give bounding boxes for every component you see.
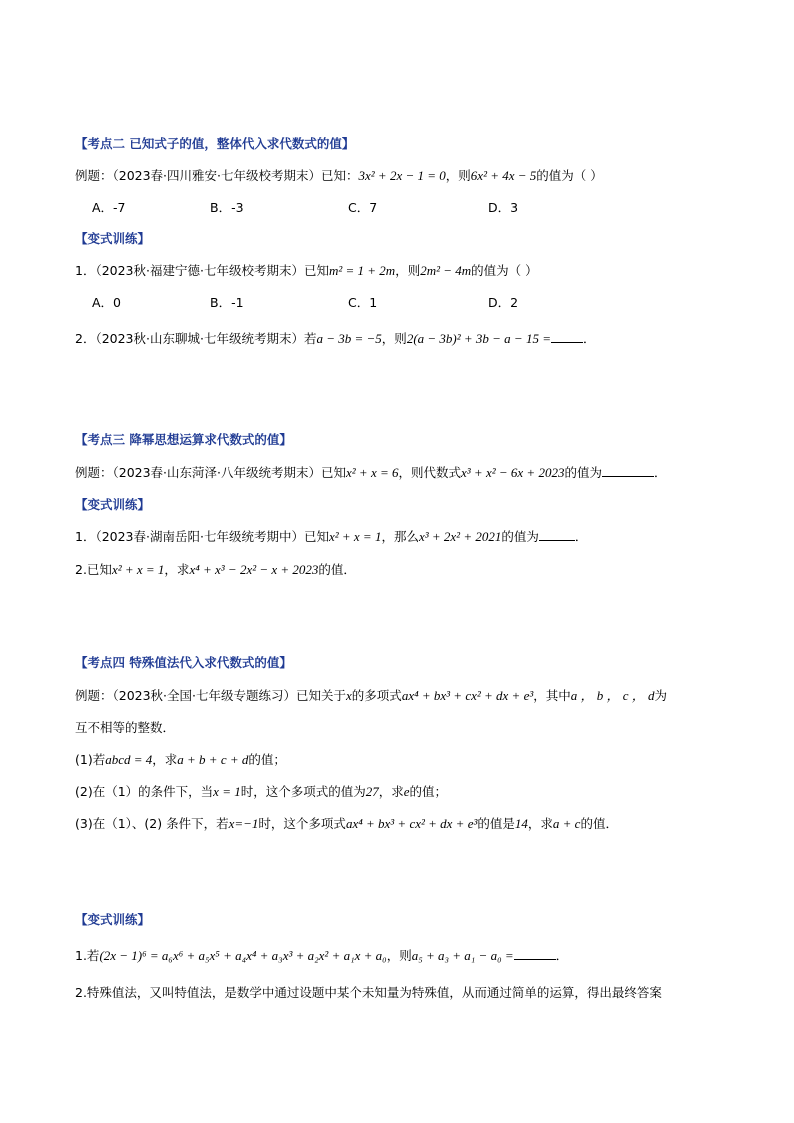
equation-condition: (2x − 1)⁶ = a₆x⁶ + a₅x⁵ + a₄x⁴ + a₃x³ + a₂x² + a₁x + a₀ xyxy=(99,948,387,963)
sub-question-3 xyxy=(75,815,618,833)
example-question-4 xyxy=(75,687,667,705)
answer-blank xyxy=(551,330,583,343)
practice-question-2-1 xyxy=(75,262,538,280)
question-suffix: 的值为（ ） xyxy=(471,263,538,278)
question-prefix: 2．（2023秋·山东聊城·七年级统考期末）若 xyxy=(75,331,317,346)
question-prefix: (1)若 xyxy=(75,752,106,767)
section-heading-3: 【考点三 降幂思想运算求代数式的值】 xyxy=(75,432,292,447)
practice-heading-2: 【变式训练】 xyxy=(75,231,151,246)
practice-question-3-1 xyxy=(75,528,587,546)
option-c: C．7 xyxy=(348,200,378,215)
practice-question-4-1 xyxy=(75,947,568,965)
example-suffix: 为 xyxy=(654,688,668,703)
practice-question-3-2 xyxy=(75,561,356,579)
section-heading-2: 【考点二 已知式子的值，整体代入求代数式的值】 xyxy=(75,136,355,151)
equation-target: e xyxy=(403,784,410,799)
question-suffix: 的值； xyxy=(248,752,286,767)
equation-target: a + c xyxy=(552,816,581,831)
question-suffix: ． xyxy=(582,331,596,346)
equation-target: a + b + c + d xyxy=(177,752,249,767)
equation-condition: x² + x = 1 xyxy=(111,562,165,577)
option-a: A．-7 xyxy=(92,200,126,215)
question-mid: ，则 xyxy=(381,331,407,346)
option-d: D．3 xyxy=(488,200,519,215)
example-mid2: ，其中 xyxy=(533,688,571,703)
question-prefix: 1．（2023秋·福建宁德·七年级校考期末）已知 xyxy=(75,263,329,278)
answer-blank xyxy=(514,947,556,960)
answer-blank xyxy=(539,528,575,541)
example-question-3 xyxy=(75,464,666,482)
question-suffix: 的值． xyxy=(580,816,618,831)
equation-condition: abcd = 4 xyxy=(105,752,153,767)
equation-condition: x = 1 xyxy=(213,784,241,799)
example-prefix: 例题：（2023春·山东菏泽·八年级统考期末）已知 xyxy=(75,465,347,480)
example-question-4-line2: 互不相等的整数． xyxy=(75,720,176,735)
question-mid: ，求 xyxy=(164,562,190,577)
option-b: B．-1 xyxy=(210,295,244,310)
example-mid: ，则 xyxy=(445,168,471,183)
example-question-2 xyxy=(75,167,603,185)
value: 14 xyxy=(514,816,528,831)
option-b: B．-3 xyxy=(210,200,244,215)
equation-target: 6x² + 4x − 5 xyxy=(470,168,537,183)
equation-target: 2m² − 4m xyxy=(420,263,472,278)
variables-list: a ， b ， c ， d xyxy=(570,688,655,703)
equation-target: x⁴ + x³ − 2x² − x + 2023 xyxy=(189,562,319,577)
question-mid2: 的值是 xyxy=(477,816,515,831)
question-suffix: 的值为 xyxy=(501,529,539,544)
question-prefix: 2.已知 xyxy=(75,562,112,577)
equation-condition: x² + x = 1 xyxy=(328,529,382,544)
question-mid: 时，这个多项式的值为 xyxy=(240,784,366,799)
question-prefix: 1．（2023春·湖南岳阳·七年级统考期中）已知 xyxy=(75,529,329,544)
equation-target: 2(a − 3b)² + 3b − a − 15 = xyxy=(406,331,551,346)
section-heading-4: 【考点四 特殊值法代入求代数式的值】 xyxy=(75,655,292,670)
practice-heading-3: 【变式训练】 xyxy=(75,497,151,512)
variable-x: x xyxy=(346,688,352,703)
example-mid: ，则代数式 xyxy=(398,465,462,480)
equation-target: a₅ + a₃ + a₁ − a₀ = xyxy=(411,948,514,963)
question-suffix: 的值． xyxy=(318,562,356,577)
question-mid2: ，求 xyxy=(378,784,404,799)
equation-condition: 3x² + 2x − 1 = 0 xyxy=(358,168,446,183)
practice-question-4-2: 2.特殊值法，又叫特值法，是数学中通过设题中某个未知量为特殊值，从而通过简单的运算，得出最终答案 xyxy=(75,985,662,1000)
example-suffix: 的值为 xyxy=(564,465,602,480)
equation-target: x³ + 2x² + 2021 xyxy=(418,529,502,544)
question-mid: 时，这个多项式 xyxy=(258,816,346,831)
example-prefix: 例题：（2023秋·全国·七年级专题练习）已知关于 xyxy=(75,688,347,703)
option-c: C．1 xyxy=(348,295,378,310)
question-suffix: 的值； xyxy=(409,784,448,799)
practice-heading-4: 【变式训练】 xyxy=(75,912,151,927)
question-mid: ，则 xyxy=(386,948,412,963)
question-mid: ，求 xyxy=(152,752,178,767)
sub-question-1 xyxy=(75,751,286,769)
polynomial: ax⁴ + bx³ + cx² + dx + e³ xyxy=(345,816,478,831)
question-mid: ，那么 xyxy=(381,529,419,544)
practice-question-2-2 xyxy=(75,330,596,348)
question-prefix: (2)在（1）的条件下，当 xyxy=(75,784,214,799)
question-suffix: ． xyxy=(555,948,569,963)
example-suffix: 的值为（ ） xyxy=(536,168,603,183)
answer-blank xyxy=(602,464,654,477)
example-prefix: 例题：（2023春·四川雅安·七年级校考期末）已知： xyxy=(75,168,359,183)
option-d: D．2 xyxy=(488,295,519,310)
equation-condition: x² + x = 6 xyxy=(346,465,399,480)
equation-target: x³ + x² − 6x + 2023 xyxy=(461,465,565,480)
question-end: ． xyxy=(574,529,588,544)
example-mid: 的多项式 xyxy=(351,688,402,703)
example-end: ． xyxy=(653,465,667,480)
equation-condition: a − 3b = −5 xyxy=(316,331,382,346)
question-mid3: ，求 xyxy=(527,816,553,831)
equation-condition: x=−1 xyxy=(228,816,259,831)
polynomial: ax⁴ + bx³ + cx² + dx + e³ xyxy=(401,688,534,703)
option-a: A．0 xyxy=(92,295,122,310)
sub-question-2 xyxy=(75,783,447,801)
question-mid: ，则 xyxy=(395,263,421,278)
equation-condition: m² = 1 + 2m xyxy=(328,263,396,278)
question-prefix: (3)在（1）、(2) 条件下，若 xyxy=(75,816,229,831)
value: 27 xyxy=(365,784,379,799)
question-prefix: 1.若 xyxy=(75,948,100,963)
